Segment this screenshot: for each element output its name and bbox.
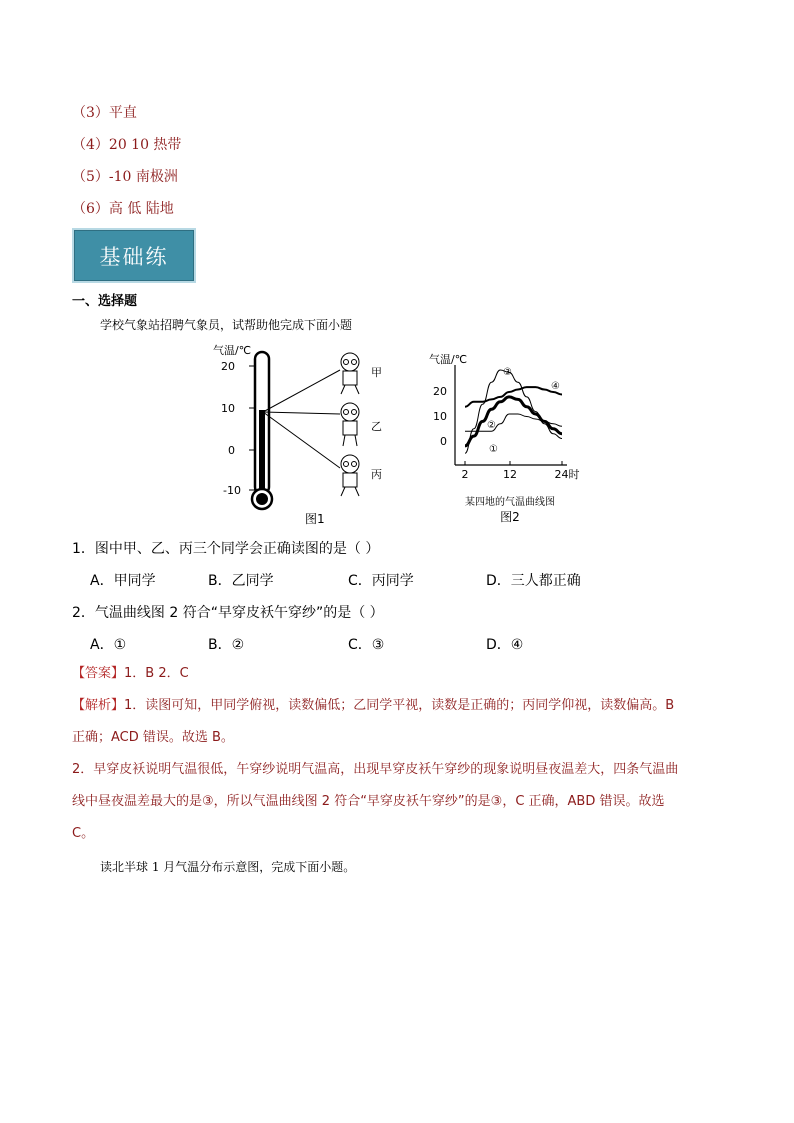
thermometer-axis-label: 气温/℃ — [213, 344, 252, 357]
series-line-2 — [465, 397, 562, 446]
q1-option-a[interactable]: A．甲同学 — [90, 573, 156, 589]
figure2-caption: 图2 — [500, 510, 520, 524]
student-bing-icon — [341, 455, 359, 496]
question-intro: 学校气象站招聘气象员，试帮助他完成下面小题 — [100, 318, 353, 332]
q1-option-b[interactable]: B．乙同学 — [208, 573, 274, 589]
answer-3: （3）平直 — [72, 105, 137, 121]
y-tick-label: 0 — [440, 435, 447, 448]
answer-text: 1．B 2．C — [124, 666, 189, 681]
q1-option-c[interactable]: C．丙同学 — [348, 573, 414, 589]
question-intro-2: 读北半球 1 月气温分布示意图，完成下面小题。 — [100, 860, 356, 874]
q2-option-b[interactable]: B．② — [208, 637, 245, 653]
q2-option-d[interactable]: D．④ — [486, 637, 524, 653]
x-tick-label: 24时 — [554, 468, 580, 481]
section-banner: 基础练 — [72, 228, 196, 283]
tick-label: 20 — [221, 360, 235, 373]
tick-label: -10 — [223, 484, 241, 497]
thermometer-mercury — [259, 410, 265, 494]
q2-option-a[interactable]: A．① — [90, 637, 127, 653]
curve-label-2: ② — [487, 420, 496, 431]
analysis-line: 线中昼夜温差最大的是③，所以气温曲线图 2 符合“早穿皮袄午穿纱”的是③，C 正确，ABD 错误。故选 — [72, 794, 665, 809]
x-tick-label: 2 — [461, 468, 469, 481]
student-label: 乙 — [371, 420, 382, 433]
question-1-stem: 1．图中甲、乙、丙三个同学会正确读图的是（ ） — [72, 541, 380, 557]
figure1-caption: 图1 — [305, 512, 325, 526]
answer-line — [72, 658, 189, 690]
answer-4: （4）20 10 热带 — [72, 137, 182, 153]
curve-label-1: ① — [489, 444, 498, 455]
analysis-block — [72, 690, 732, 850]
section-title: 一、选择题 — [72, 294, 138, 309]
analysis-line: 2．早穿皮袄说明气温很低，午穿纱说明气温高，出现早穿皮袄午穿纱的现象说明昼夜温差大，四条气温曲 — [72, 762, 679, 777]
student-label: 丙 — [371, 468, 382, 481]
q1-option-d[interactable]: D．三人都正确 — [486, 573, 581, 589]
chart-subtitle: 某四地的气温曲线图 — [465, 497, 555, 508]
y-tick-label: 20 — [433, 385, 447, 398]
y-tick-label: 10 — [433, 410, 447, 423]
tick-label: 10 — [221, 402, 235, 415]
tick-label: 0 — [228, 444, 235, 457]
series-line-3 — [465, 370, 562, 453]
curve-label-3: ③ — [503, 367, 512, 378]
student-yi-icon — [341, 403, 359, 446]
analysis-line: C。 — [72, 826, 95, 841]
answer-6: （6）高 低 陆地 — [72, 201, 174, 217]
figure-thermometer — [205, 340, 405, 530]
question-2-stem: 2．气温曲线图 2 符合“早穿皮袄午穿纱”的是（ ） — [72, 605, 384, 621]
answer-tag: 【答案】 — [72, 666, 125, 681]
curve-label-4: ④ — [551, 381, 560, 392]
analysis-line: 【解析】1．读图可知，甲同学俯视，读数偏低；乙同学平视，读数是正确的；丙同学仰视，读数偏高。B — [72, 698, 675, 713]
x-tick-label: 12 — [503, 468, 517, 481]
analysis-tag: 【解析】 — [72, 698, 125, 713]
q2-option-c[interactable]: C．③ — [348, 637, 385, 653]
student-label: 甲 — [371, 366, 382, 379]
chart-axis-label: 气温/℃ — [429, 353, 468, 366]
answer-5: （5）-10 南极洲 — [72, 169, 178, 185]
student-jia-icon — [341, 353, 359, 394]
analysis-line: 正确；ACD 错误。故选 B。 — [72, 730, 234, 745]
figure-temperature-curves — [425, 345, 600, 530]
